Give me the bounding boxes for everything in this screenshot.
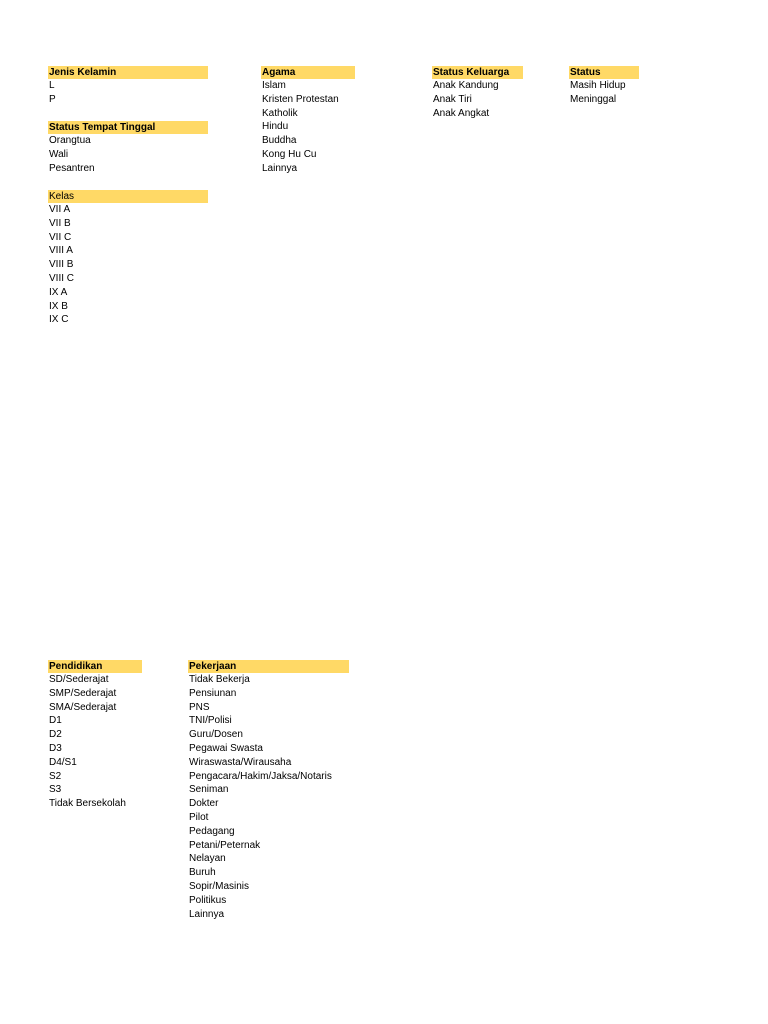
kelas-list [48, 203, 208, 327]
list-item: D3 [49, 742, 62, 754]
kelas-header: Kelas [48, 190, 208, 203]
jenis-kelamin-list [48, 79, 208, 107]
list-item: Katholik [262, 107, 298, 119]
list-item: VII C [49, 231, 72, 243]
list-item: Anak Kandung [433, 80, 499, 91]
list-item: Dokter [189, 798, 219, 810]
list-item: IX C [49, 314, 69, 326]
list-item: SMP/Sederajat [49, 687, 117, 699]
list-item: Pesantren [49, 162, 95, 174]
list-item: D2 [49, 729, 62, 741]
pendidikan-header: Pendidikan [48, 660, 142, 673]
list-item: SD/Sederajat [49, 674, 109, 685]
list-item: S2 [49, 770, 62, 782]
list-item: Anak Angkat [433, 107, 490, 119]
list-item: Politikus [189, 894, 227, 906]
kelas-section [48, 190, 208, 327]
list-item: S3 [49, 784, 62, 796]
jenis-kelamin-header: Jenis Kelamin [48, 66, 208, 79]
list-item: Tidak Bersekolah [49, 798, 126, 810]
status-keluarga-header: Status Keluarga [432, 66, 523, 79]
list-item: Kong Hu Cu [262, 148, 317, 160]
list-item: VIII B [49, 259, 74, 271]
pendidikan-section [48, 660, 142, 811]
list-item: VII A [49, 204, 71, 215]
list-item: Buddha [262, 135, 297, 147]
list-item: Orangtua [49, 135, 91, 146]
status-tempat-tinggal-list [48, 134, 208, 175]
list-item: Islam [262, 80, 286, 91]
list-item: Wiraswasta/Wirausaha [189, 756, 292, 768]
pekerjaan-section [188, 660, 349, 921]
list-item: PNS [189, 701, 210, 713]
list-item: SMA/Sederajat [49, 701, 117, 713]
list-item: VIII A [49, 245, 73, 257]
list-item: TNI/Polisi [189, 715, 232, 727]
list-item: Wali [49, 148, 69, 160]
list-item: Pegawai Swasta [189, 742, 263, 754]
list-item: Pilot [189, 811, 209, 823]
list-item: D4/S1 [49, 756, 77, 768]
list-item: Lainnya [189, 908, 225, 920]
status-section [569, 66, 639, 107]
list-item: Pedagang [189, 825, 235, 837]
status-tempat-tinggal-header: Status Tempat Tinggal [48, 121, 208, 134]
agama-header: Agama [261, 66, 355, 79]
list-item: Pensiunan [189, 687, 237, 699]
list-item: VIII C [49, 272, 75, 284]
list-item: Buruh [189, 867, 216, 879]
list-item: Nelayan [189, 853, 226, 865]
list-item: Sopir/Masinis [189, 880, 250, 892]
list-item: Meninggal [570, 93, 617, 105]
list-item: L [49, 80, 55, 91]
list-item: Lainnya [262, 162, 298, 174]
status-tempat-tinggal-section [48, 121, 208, 175]
list-item: Petani/Peternak [189, 839, 261, 851]
pekerjaan-list [188, 673, 349, 921]
list-item: Kristen Protestan [262, 93, 339, 105]
list-item: Pengacara/Hakim/Jaksa/Notaris [189, 770, 332, 782]
list-item: D1 [49, 715, 62, 727]
status-keluarga-list [432, 79, 523, 120]
status-header: Status [569, 66, 639, 79]
status-list [569, 79, 639, 107]
agama-list [261, 79, 355, 176]
list-item: Tidak Bekerja [189, 674, 250, 685]
list-item: VII B [49, 217, 71, 229]
agama-section [261, 66, 355, 176]
jenis-kelamin-section [48, 66, 208, 107]
pekerjaan-header: Pekerjaan [188, 660, 349, 673]
list-item: Guru/Dosen [189, 729, 243, 741]
list-item: Seniman [189, 784, 229, 796]
list-item: Masih Hidup [570, 80, 626, 91]
list-item: IX A [49, 286, 68, 298]
list-item: P [49, 93, 56, 105]
list-item: Hindu [262, 121, 289, 133]
list-item: Anak Tiri [433, 93, 472, 105]
pendidikan-list [48, 673, 142, 811]
status-keluarga-section [432, 66, 523, 120]
list-item: IX B [49, 300, 68, 312]
